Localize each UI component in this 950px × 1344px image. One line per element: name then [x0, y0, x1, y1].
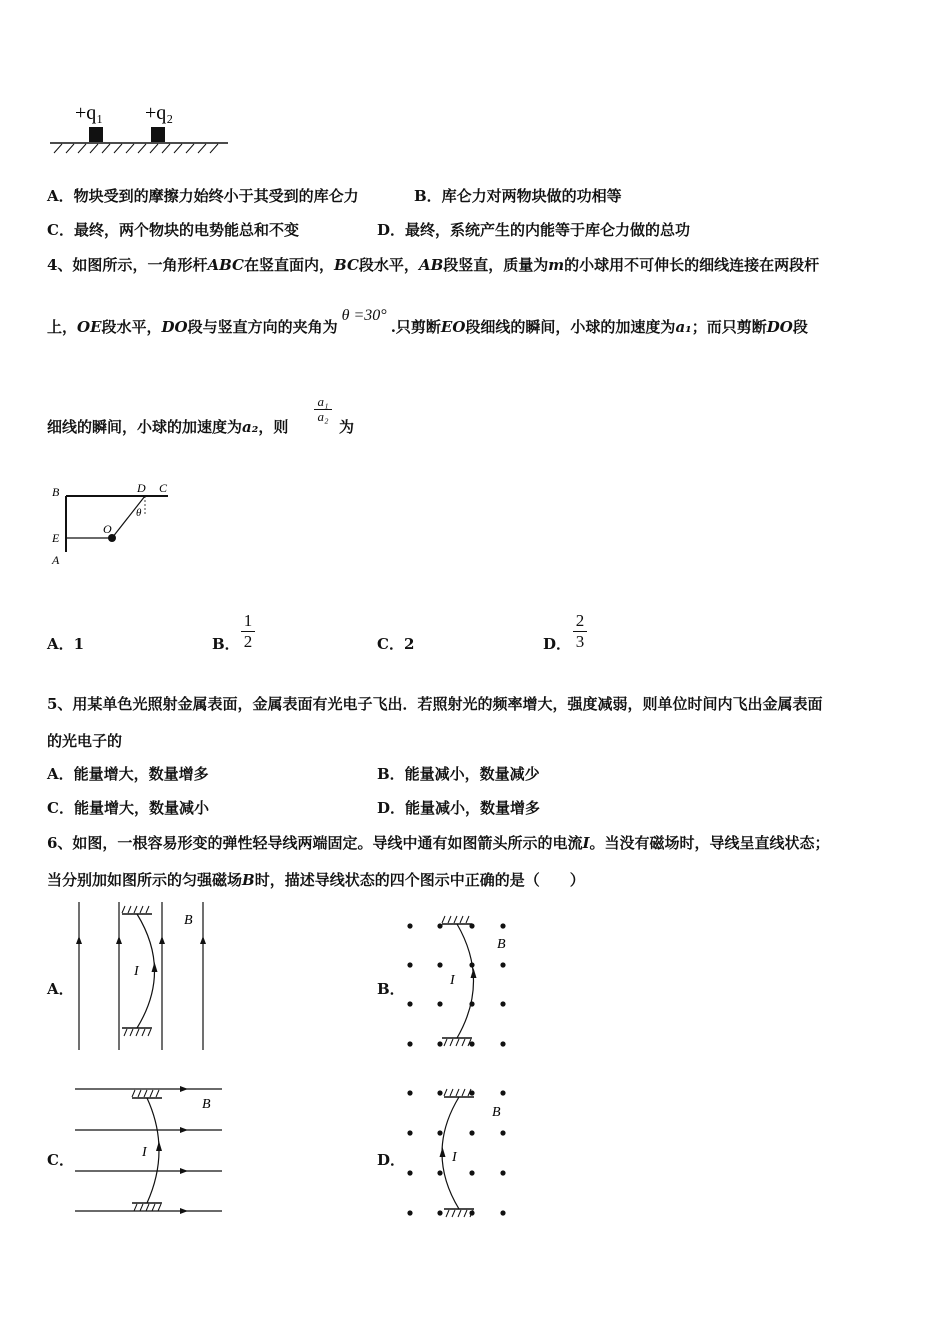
q6-line1: 6、如图，一根容易形变的弹性轻导线两端固定。导线中通有如图箭头所示的电流I。当没有磁场时，导线呈直线状态；: [47, 834, 830, 852]
q5-line1: 5、用某单色光照射金属表面，金属表面有光电子飞出．若照射光的频率增大，强度减弱，则单位时间内飞出金属表面: [47, 695, 823, 713]
q3-option-b[interactable]: B．库仑力对两物块做的功相等: [414, 187, 622, 205]
angle-rod-figure: [50, 482, 180, 572]
q4-line3-end: 为: [339, 418, 355, 436]
figure-d[interactable]: [400, 1083, 520, 1223]
svg-text:D: D: [137, 481, 146, 495]
svg-text:I: I: [134, 964, 139, 979]
figure-c[interactable]: [70, 1083, 230, 1223]
svg-text:E: E: [52, 531, 60, 545]
svg-text:B: B: [184, 913, 193, 928]
q3-option-d[interactable]: D．最终，系统产生的内能等于库仑力做的总功: [377, 221, 691, 239]
q4-ratio-fraction: a₁ a₂: [314, 395, 332, 424]
q4-line2: 上，OE段水平，DO段与竖直方向的夹角为θ =30°.只剪断EO段细线的瞬间，小球的加速度为a₁；而只剪断DO段: [47, 307, 808, 336]
block-q1: [89, 127, 103, 142]
q4-option-c[interactable]: C．2: [377, 635, 415, 653]
q6-line2: 当分别加如图所示的匀强磁场B时，描述导线状态的四个图示中正确的是（ ）: [47, 871, 585, 889]
charge-q1-label: +q₁: [75, 102, 104, 124]
block-q2: [151, 127, 165, 142]
q6-option-c[interactable]: C．: [47, 1151, 74, 1169]
q6-option-d[interactable]: D．: [377, 1151, 406, 1169]
q4-line3: 细线的瞬间，小球的加速度为a₂，则: [47, 418, 289, 436]
q4-option-b[interactable]: B．: [212, 635, 240, 653]
q3-option-c[interactable]: C．最终，两个物块的电势能总和不变: [47, 221, 299, 239]
q4-option-d-fraction: 2 3: [573, 611, 587, 652]
q4-option-b-fraction: 1 2: [241, 611, 255, 652]
q5-option-a[interactable]: A．能量增大，数量增多: [47, 765, 209, 783]
svg-text:B: B: [52, 485, 60, 499]
figure-a[interactable]: [70, 900, 215, 1055]
svg-text:O: O: [103, 522, 112, 536]
svg-text:B: B: [202, 1097, 211, 1112]
svg-text:B: B: [492, 1105, 501, 1120]
svg-text:I: I: [142, 1145, 147, 1160]
q4-option-a[interactable]: A．1: [47, 635, 85, 653]
q5-option-b[interactable]: B．能量减小，数量减少: [377, 765, 540, 783]
svg-text:I: I: [450, 973, 455, 988]
charges-figure: [50, 95, 235, 160]
figure-b[interactable]: [400, 912, 520, 1052]
svg-text:C: C: [159, 481, 168, 495]
charge-q2-label: +q₂: [145, 102, 174, 124]
q4-line1: 4、如图所示，一角形杆ABC在竖直面内，BC段水平，AB段竖直，质量为m的小球用不可伸长的细线连接在两段杆: [47, 256, 820, 274]
q3-option-a[interactable]: A．物块受到的摩擦力始终小于其受到的库仑力: [47, 187, 359, 205]
q5-line2: 的光电子的: [47, 732, 123, 750]
q6-option-a[interactable]: A．: [47, 980, 74, 998]
svg-text:I: I: [452, 1150, 457, 1165]
q5-option-c[interactable]: C．能量增大，数量减小: [47, 799, 209, 817]
svg-text:A: A: [52, 553, 60, 567]
q6-option-b[interactable]: B．: [377, 980, 405, 998]
svg-text:θ: θ: [136, 507, 142, 519]
q5-option-d[interactable]: D．能量减小，数量增多: [377, 799, 541, 817]
q4-option-d[interactable]: D．: [543, 635, 572, 653]
svg-text:B: B: [497, 937, 506, 952]
